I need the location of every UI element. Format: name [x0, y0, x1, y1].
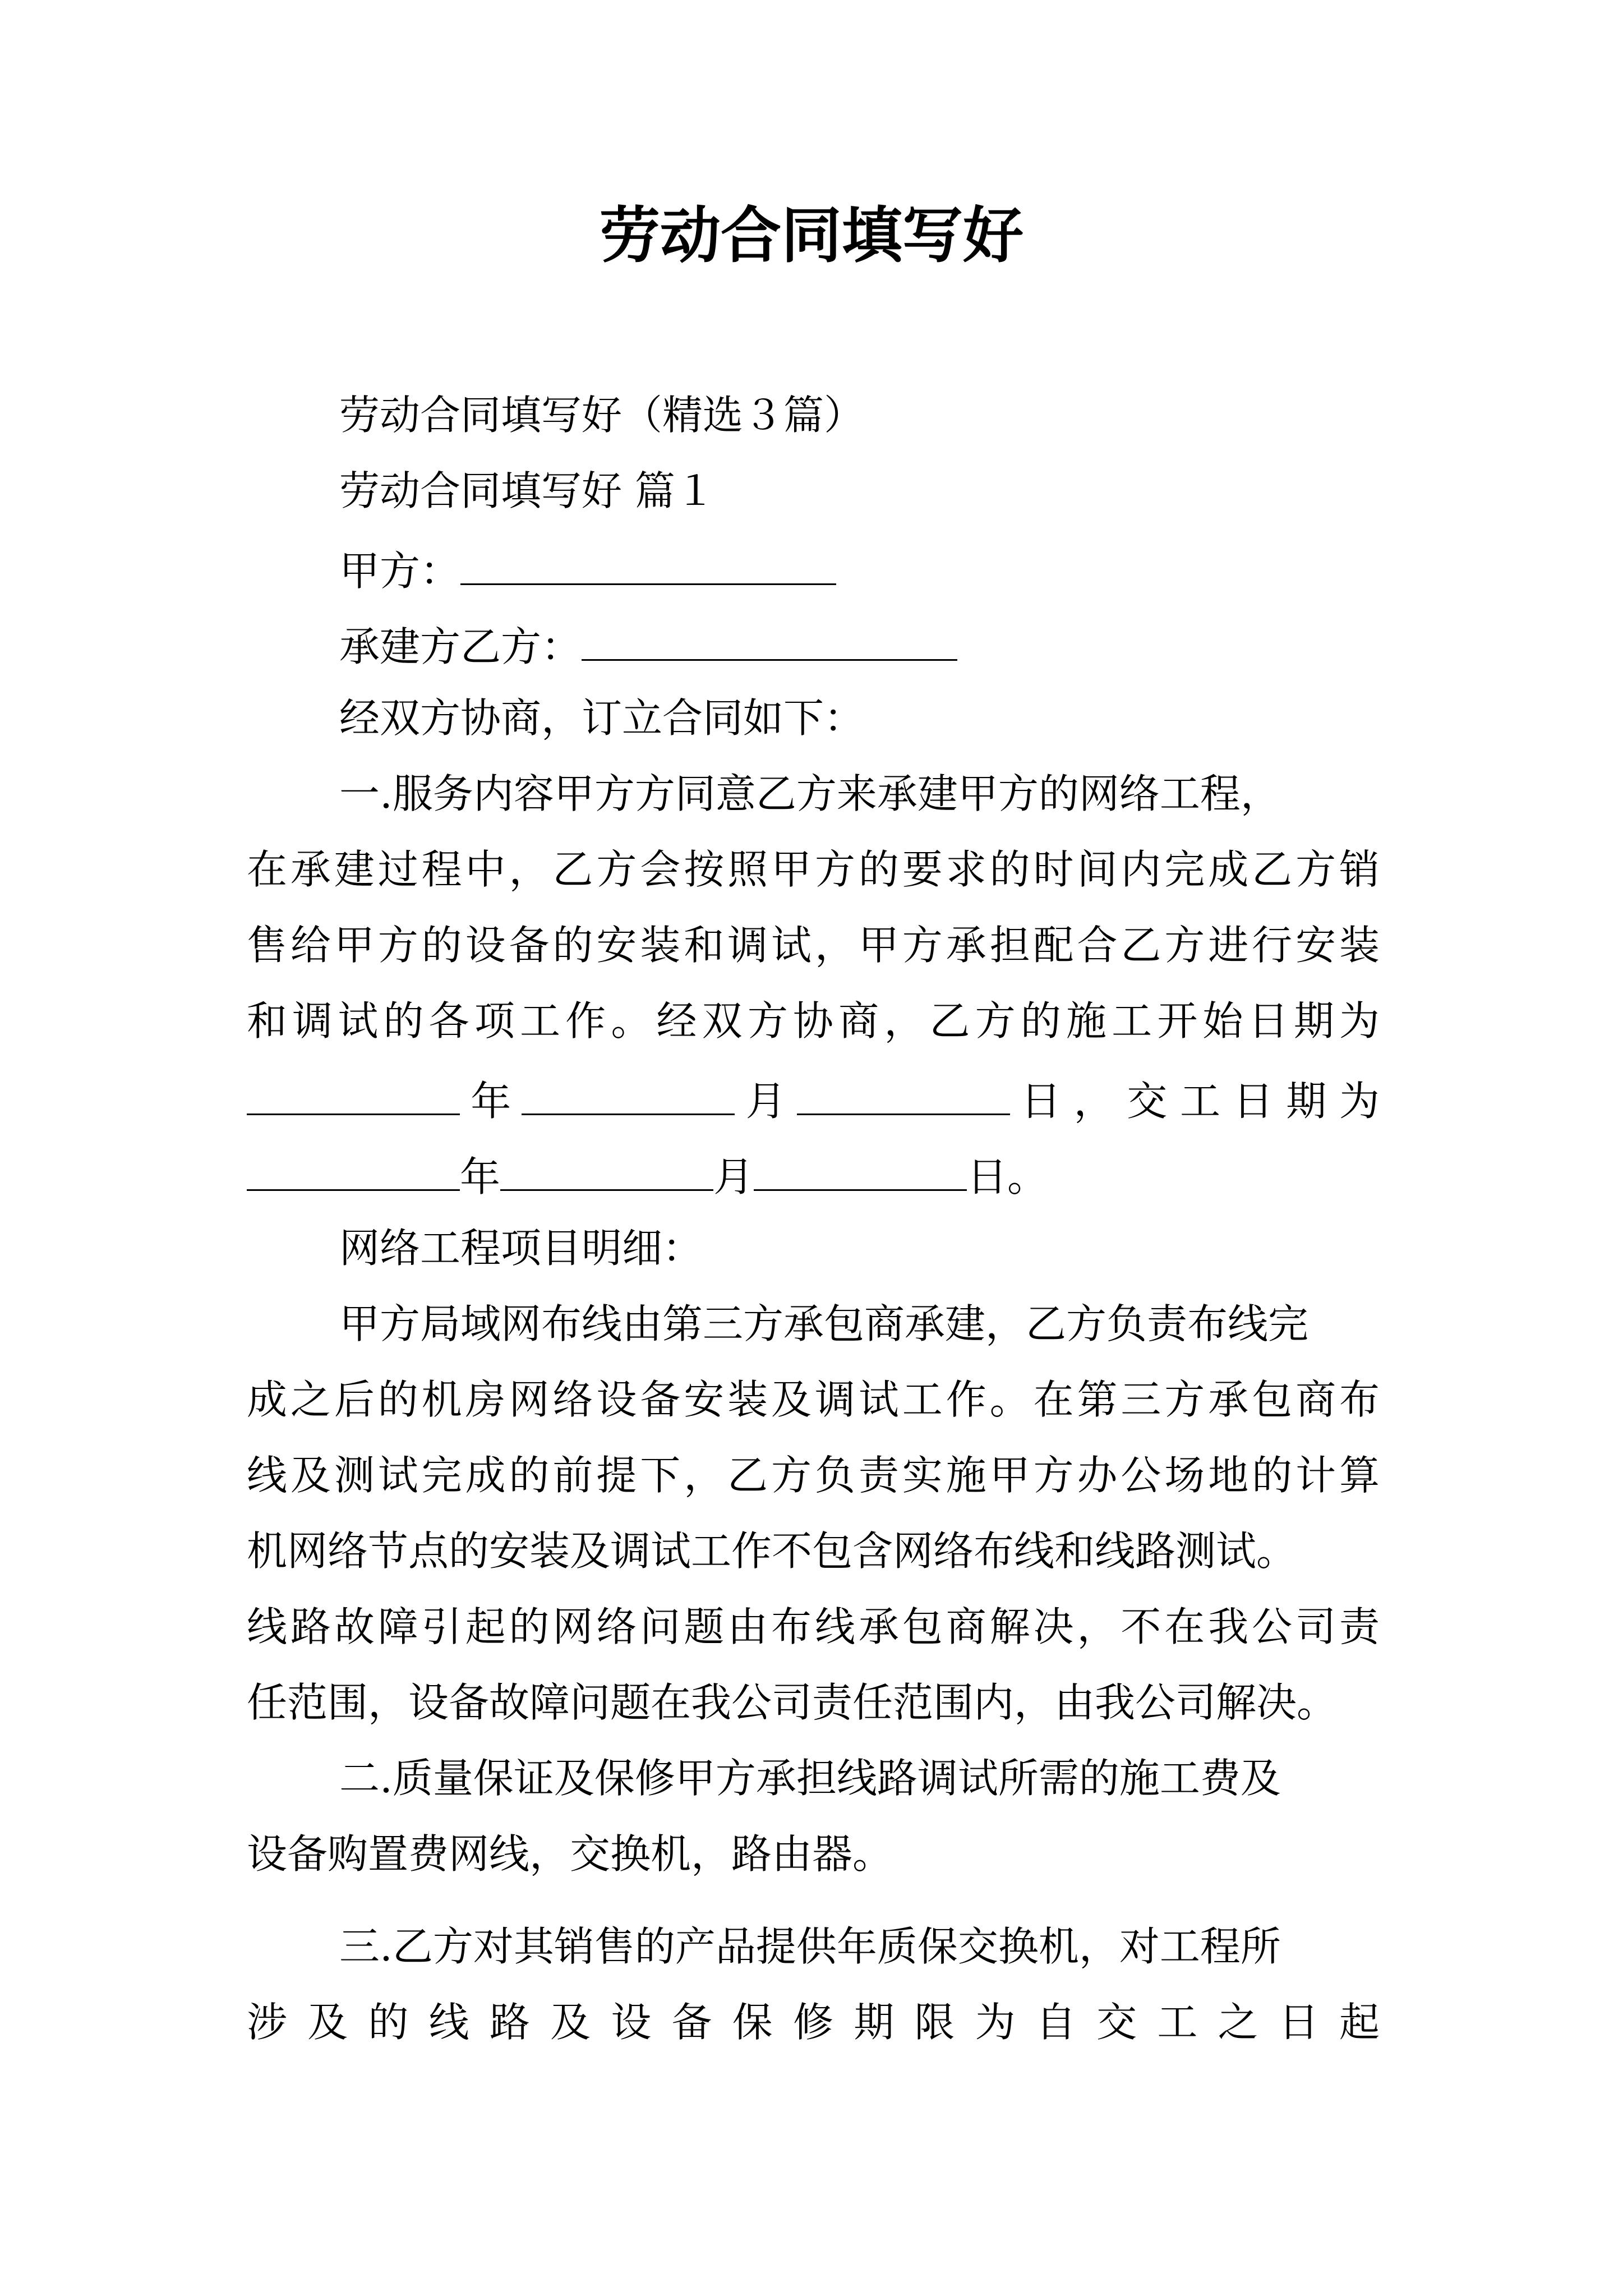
section-2-line-1: 二.质量保证及保修甲方承担线路调试所需的施工费及 [339, 1755, 1281, 1802]
network-heading: 网络工程项目明细： [339, 1225, 703, 1272]
completion-month-blank [500, 1144, 713, 1191]
start-date-line [247, 1069, 1380, 1129]
section-3-line-2: 涉及的线路及设备保修期限为自交工之日起 [247, 1999, 1380, 2046]
network-line-2: 成之后的机房网络设备安装及调试工作。在第三方承包商布 [247, 1376, 1380, 1423]
completion-year-blank [247, 1144, 460, 1191]
completion-month-label: 月 [713, 1153, 754, 1200]
intro-line: 经双方协商，订立合同如下： [339, 694, 865, 742]
party-a-line [339, 539, 836, 599]
completion-day-label: 日。 [967, 1153, 1048, 1200]
part-heading: 劳动合同填写好 篇１ [339, 467, 716, 514]
subtitle: 劳动合同填写好（精选３篇） [339, 392, 865, 439]
section-3-line-1: 三.乙方对其销售的产品提供年质保交换机，对工程所 [339, 1923, 1281, 1970]
network-line-6: 任范围，设备故障问题在我公司责任范围内，由我公司解决。 [247, 1679, 1338, 1726]
party-b-label: 承建方乙方： [339, 623, 582, 670]
party-a-label: 甲方： [339, 547, 461, 595]
completion-day-blank [754, 1144, 967, 1191]
section-2-line-2: 设备购置费网线，交换机，路由器。 [247, 1830, 893, 1878]
month-blank [522, 1069, 735, 1115]
party-b-line [339, 614, 957, 675]
section-1-line-4: 和调试的各项工作。经双方协商，乙方的施工开始日期为 [247, 997, 1380, 1045]
completion-year-label: 年 [460, 1153, 501, 1200]
section-1-line-2: 在承建过程中，乙方会按照甲方的要求的时间内完成乙方销 [247, 846, 1380, 893]
network-line-1: 甲方局域网布线由第三方承包商承建，乙方负责布线完 [339, 1300, 1309, 1347]
section-1-line-1: 一.服务内容甲方方同意乙方来承建甲方的网络工程， [339, 770, 1281, 817]
section-1-line-3: 售给甲方的设备的安装和调试，甲方承担配合乙方进行安装 [247, 922, 1380, 969]
network-line-4: 机网络节点的安装及调试工作不包含网络布线和线路测试。 [247, 1527, 1297, 1575]
completion-date-line [247, 1144, 1048, 1205]
document-title: 劳动合同填写好 [599, 200, 1023, 271]
party-b-blank [582, 614, 957, 661]
network-line-5: 线路故障引起的网络问题由布线承包商解决，不在我公司责 [247, 1603, 1380, 1650]
day-blank [797, 1069, 1010, 1115]
party-a-blank [460, 539, 836, 585]
network-line-3: 线及测试完成的前提下，乙方负责实施甲方办公场地的计算 [247, 1452, 1380, 1499]
year-blank [247, 1069, 460, 1115]
completion-date-label: 日，交工日期为 [1020, 1078, 1380, 1125]
month-label: 月 [745, 1078, 786, 1125]
year-label: 年 [471, 1078, 511, 1125]
